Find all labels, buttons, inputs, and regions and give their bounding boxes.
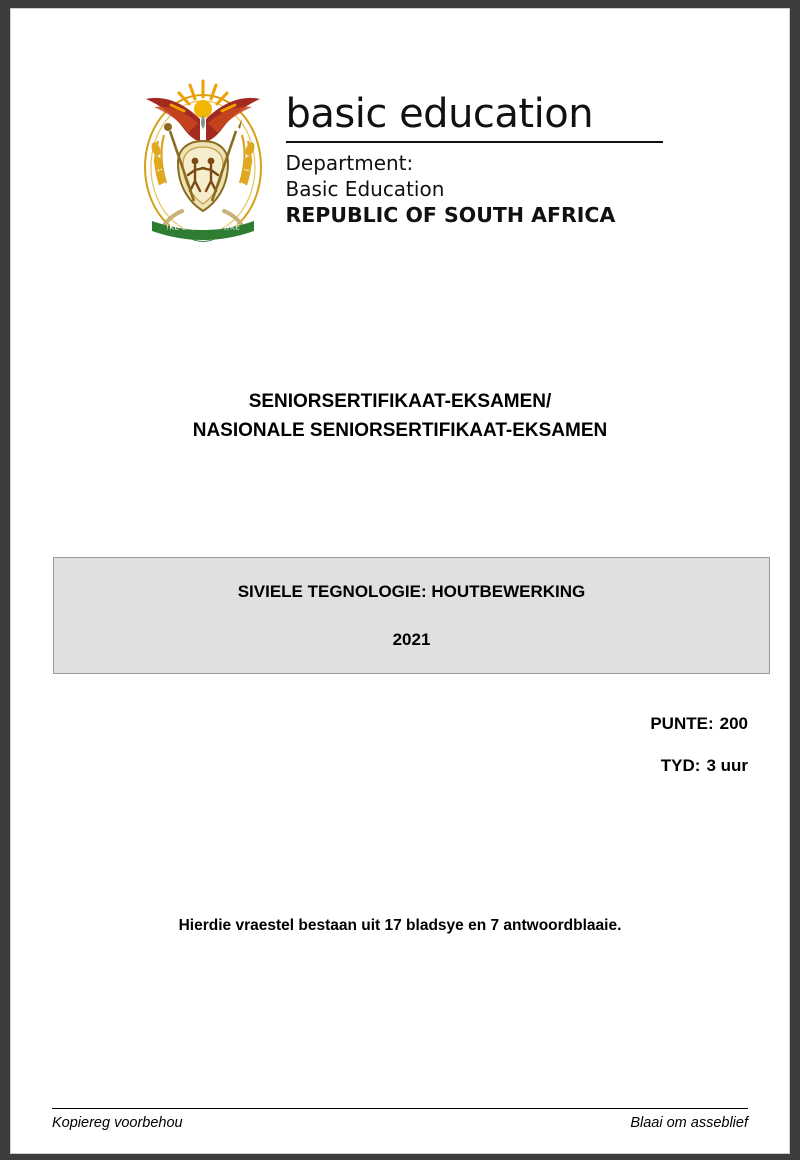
- exam-title-line-1: SENIORSERTIFIKAAT-EKSAMEN/: [248, 391, 552, 412]
- page-footer: [52, 1108, 748, 1131]
- time-label: TYD:: [660, 756, 701, 775]
- marks-value: 200: [719, 714, 748, 733]
- subject-name: SIVIELE TEGNOLOGIE: HOUTBEWERKING: [237, 581, 586, 601]
- wordmark-title: basic education: [285, 91, 594, 137]
- country-line: REPUBLIC OF SOUTH AFRICA: [285, 203, 616, 227]
- exam-title-line-2: NASIONALE SENIORSERTIFIKAAT-EKSAMEN: [192, 420, 608, 442]
- marks-row: [650, 714, 748, 734]
- document-page: [10, 8, 790, 1154]
- time-value: 3 uur: [706, 756, 748, 775]
- marks-label: PUNTE:: [650, 714, 714, 733]
- department-name: Basic Education: [285, 177, 445, 201]
- wordmark: [286, 71, 663, 229]
- subject-box: [53, 557, 770, 674]
- department-label: Department:: [285, 151, 414, 175]
- document-header: [11, 71, 789, 251]
- marks-and-time: [650, 714, 748, 776]
- footer-copyright: Kopiereg voorbehou: [52, 1115, 183, 1131]
- time-row: [650, 756, 748, 776]
- svg-text:!KE E: /XARRA //KE: !KE E: /XARRA //KE: [165, 222, 240, 232]
- footer-turn-over: Blaai om asseblief: [630, 1115, 748, 1131]
- wordmark-rule: [286, 141, 663, 143]
- south-africa-coat-of-arms-icon: [138, 71, 268, 251]
- pages-note: Hierdie vraestel bestaan uit 17 bladsye en 7 antwoordblaaie.: [178, 917, 622, 934]
- exam-year: 2021: [392, 629, 431, 649]
- exam-title: [11, 387, 789, 446]
